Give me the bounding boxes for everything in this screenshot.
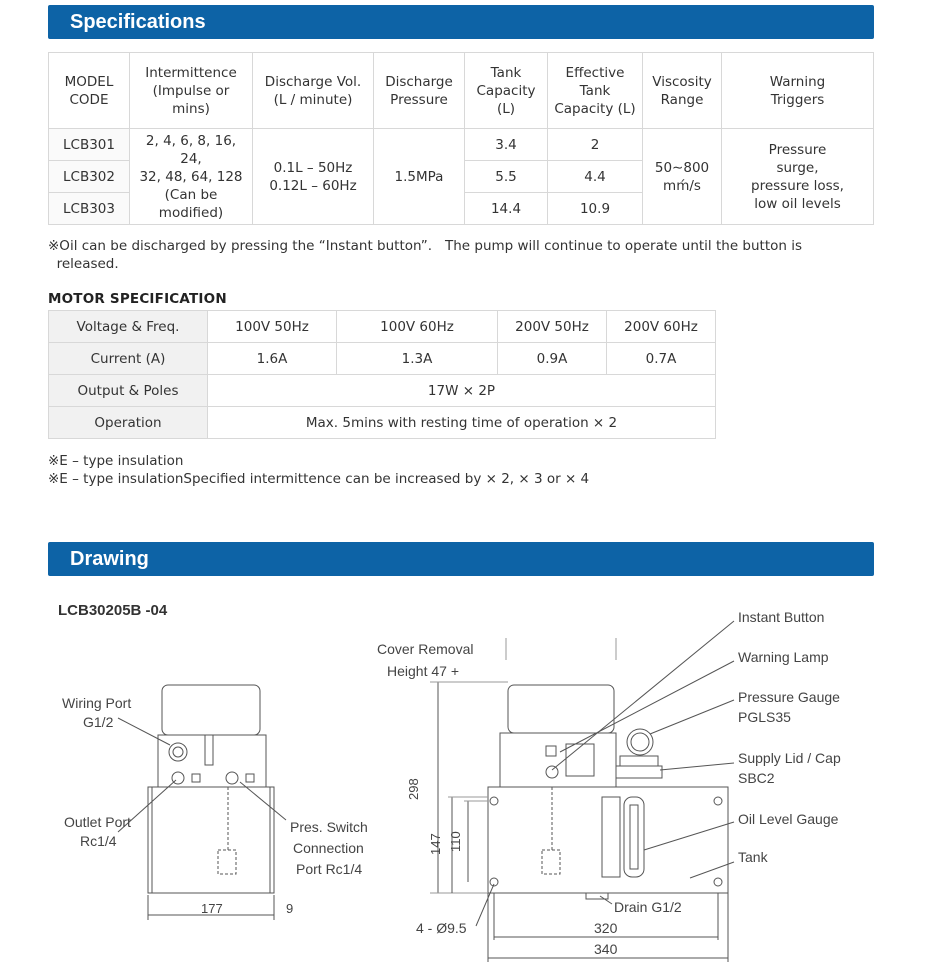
drawing-title: Drawing xyxy=(70,548,149,570)
operation-cell: Max. 5mins with resting time of operation × 2 xyxy=(208,407,716,439)
operation-label: Operation xyxy=(49,407,208,439)
dim-298: 298 xyxy=(406,778,421,800)
discharge-pressure-cell: 1.5MPa xyxy=(374,129,465,225)
effective-capacity-cell: 4.4 xyxy=(548,161,643,193)
voltage-cell: 100V 60Hz xyxy=(337,311,498,343)
label-cover-removal: Cover Removal xyxy=(377,641,474,657)
table-header-row xyxy=(49,53,874,129)
header-discharge-pressure: Discharge Pressure xyxy=(374,53,465,129)
header-viscosity: Viscosity Range xyxy=(643,53,722,129)
table-row xyxy=(49,129,874,161)
label-instant-button: Instant Button xyxy=(738,609,825,625)
current-cell: 0.9A xyxy=(498,343,607,375)
model-code-cell: LCB303 xyxy=(49,193,130,225)
label-pressure-gauge: Pressure Gauge xyxy=(738,689,840,705)
current-cell: 1.6A xyxy=(208,343,337,375)
dim-177: 177 xyxy=(201,901,223,916)
model-code-cell: LCB302 xyxy=(49,161,130,193)
motor-spec-title: MOTOR SPECIFICATION xyxy=(48,291,227,307)
label-supply-lid: Supply Lid / Cap xyxy=(738,750,841,766)
specifications-header xyxy=(48,5,874,39)
dim-9: 9 xyxy=(286,901,294,916)
spec-note: ※Oil can be discharged by pressing the “Instant button”. The pump will continue to operate until the button is released. xyxy=(48,238,803,272)
label-tank: Tank xyxy=(738,849,768,865)
label-warning-lamp: Warning Lamp xyxy=(738,649,829,665)
label-outlet-port-size: Rc1/4 xyxy=(80,833,117,849)
header-intermittence: Intermittence (Impulse or mins) xyxy=(130,53,253,129)
output-cell: 17W × 2P xyxy=(208,375,716,407)
drawing-model: LCB30205B -04 xyxy=(58,602,168,619)
current-cell: 1.3A xyxy=(337,343,498,375)
effective-capacity-cell: 2 xyxy=(548,129,643,161)
tank-capacity-cell: 5.5 xyxy=(465,161,548,193)
label-connection: Connection xyxy=(293,840,364,856)
label-outlet-port: Outlet Port xyxy=(64,814,131,830)
viscosity-cell: 50∼800 mḿ/s xyxy=(643,129,722,225)
voltage-cell: 200V 50Hz xyxy=(498,311,607,343)
front-view xyxy=(430,621,734,962)
table-row xyxy=(49,311,716,343)
motor-table xyxy=(48,310,716,439)
header-warning: Warning Triggers xyxy=(722,53,874,129)
label-cover-height: Height 47 + xyxy=(387,663,459,679)
tank-capacity-cell: 14.4 xyxy=(465,193,548,225)
dim-110: 110 xyxy=(448,831,463,852)
pump-drawing xyxy=(0,577,940,967)
label-pressure-gauge-model: PGLS35 xyxy=(738,709,791,725)
label-wiring-port: Wiring Port xyxy=(62,695,132,711)
current-cell: 0.7A xyxy=(607,343,716,375)
table-row xyxy=(49,375,716,407)
drawing-header xyxy=(48,542,874,576)
tank-capacity-cell: 3.4 xyxy=(465,129,548,161)
discharge-vol-cell: 0.1L – 50Hz 0.12L – 60Hz xyxy=(253,129,374,225)
table-row xyxy=(49,343,716,375)
output-label: Output & Poles xyxy=(49,375,208,407)
dim-340: 340 xyxy=(594,941,618,957)
label-supply-lid-model: SBC2 xyxy=(738,770,775,786)
label-port-size: Port Rc1/4 xyxy=(296,861,363,877)
effective-capacity-cell: 10.9 xyxy=(548,193,643,225)
voltage-label: Voltage & Freq. xyxy=(49,311,208,343)
dim-147: 147 xyxy=(428,833,443,855)
header-discharge-vol: Discharge Vol. (L / minute) xyxy=(253,53,374,129)
header-tank-capacity: Tank Capacity (L) xyxy=(465,53,548,129)
label-oil-level-gauge: Oil Level Gauge xyxy=(738,811,839,827)
voltage-cell: 200V 60Hz xyxy=(607,311,716,343)
motor-note-2: ※E – type insulationSpecified intermittence can be increased by × 2, × 3 or × 4 xyxy=(48,471,590,487)
table-row xyxy=(49,407,716,439)
current-label: Current (A) xyxy=(49,343,208,375)
label-holes: 4 - Ø9.5 xyxy=(416,920,467,936)
specifications-title: Specifications xyxy=(70,11,206,33)
motor-note-1: ※E – type insulation xyxy=(48,453,184,469)
dim-320: 320 xyxy=(594,920,618,936)
side-view xyxy=(118,685,293,920)
specifications-table xyxy=(48,52,874,225)
warning-cell: Pressure surge, pressure loss, low oil levels xyxy=(722,129,874,225)
header-model-code: MODEL CODE xyxy=(49,53,130,129)
label-pres-switch: Pres. Switch xyxy=(290,819,368,835)
intermittence-cell: 2, 4, 6, 8, 16, 24, 32, 48, 64, 128 (Can be modified) xyxy=(130,129,253,225)
model-code-cell: LCB301 xyxy=(49,129,130,161)
label-wiring-port-size: G1/2 xyxy=(83,714,114,730)
header-effective-capacity: Effective Tank Capacity (L) xyxy=(548,53,643,129)
voltage-cell: 100V 50Hz xyxy=(208,311,337,343)
label-drain: Drain G1/2 xyxy=(614,899,682,915)
